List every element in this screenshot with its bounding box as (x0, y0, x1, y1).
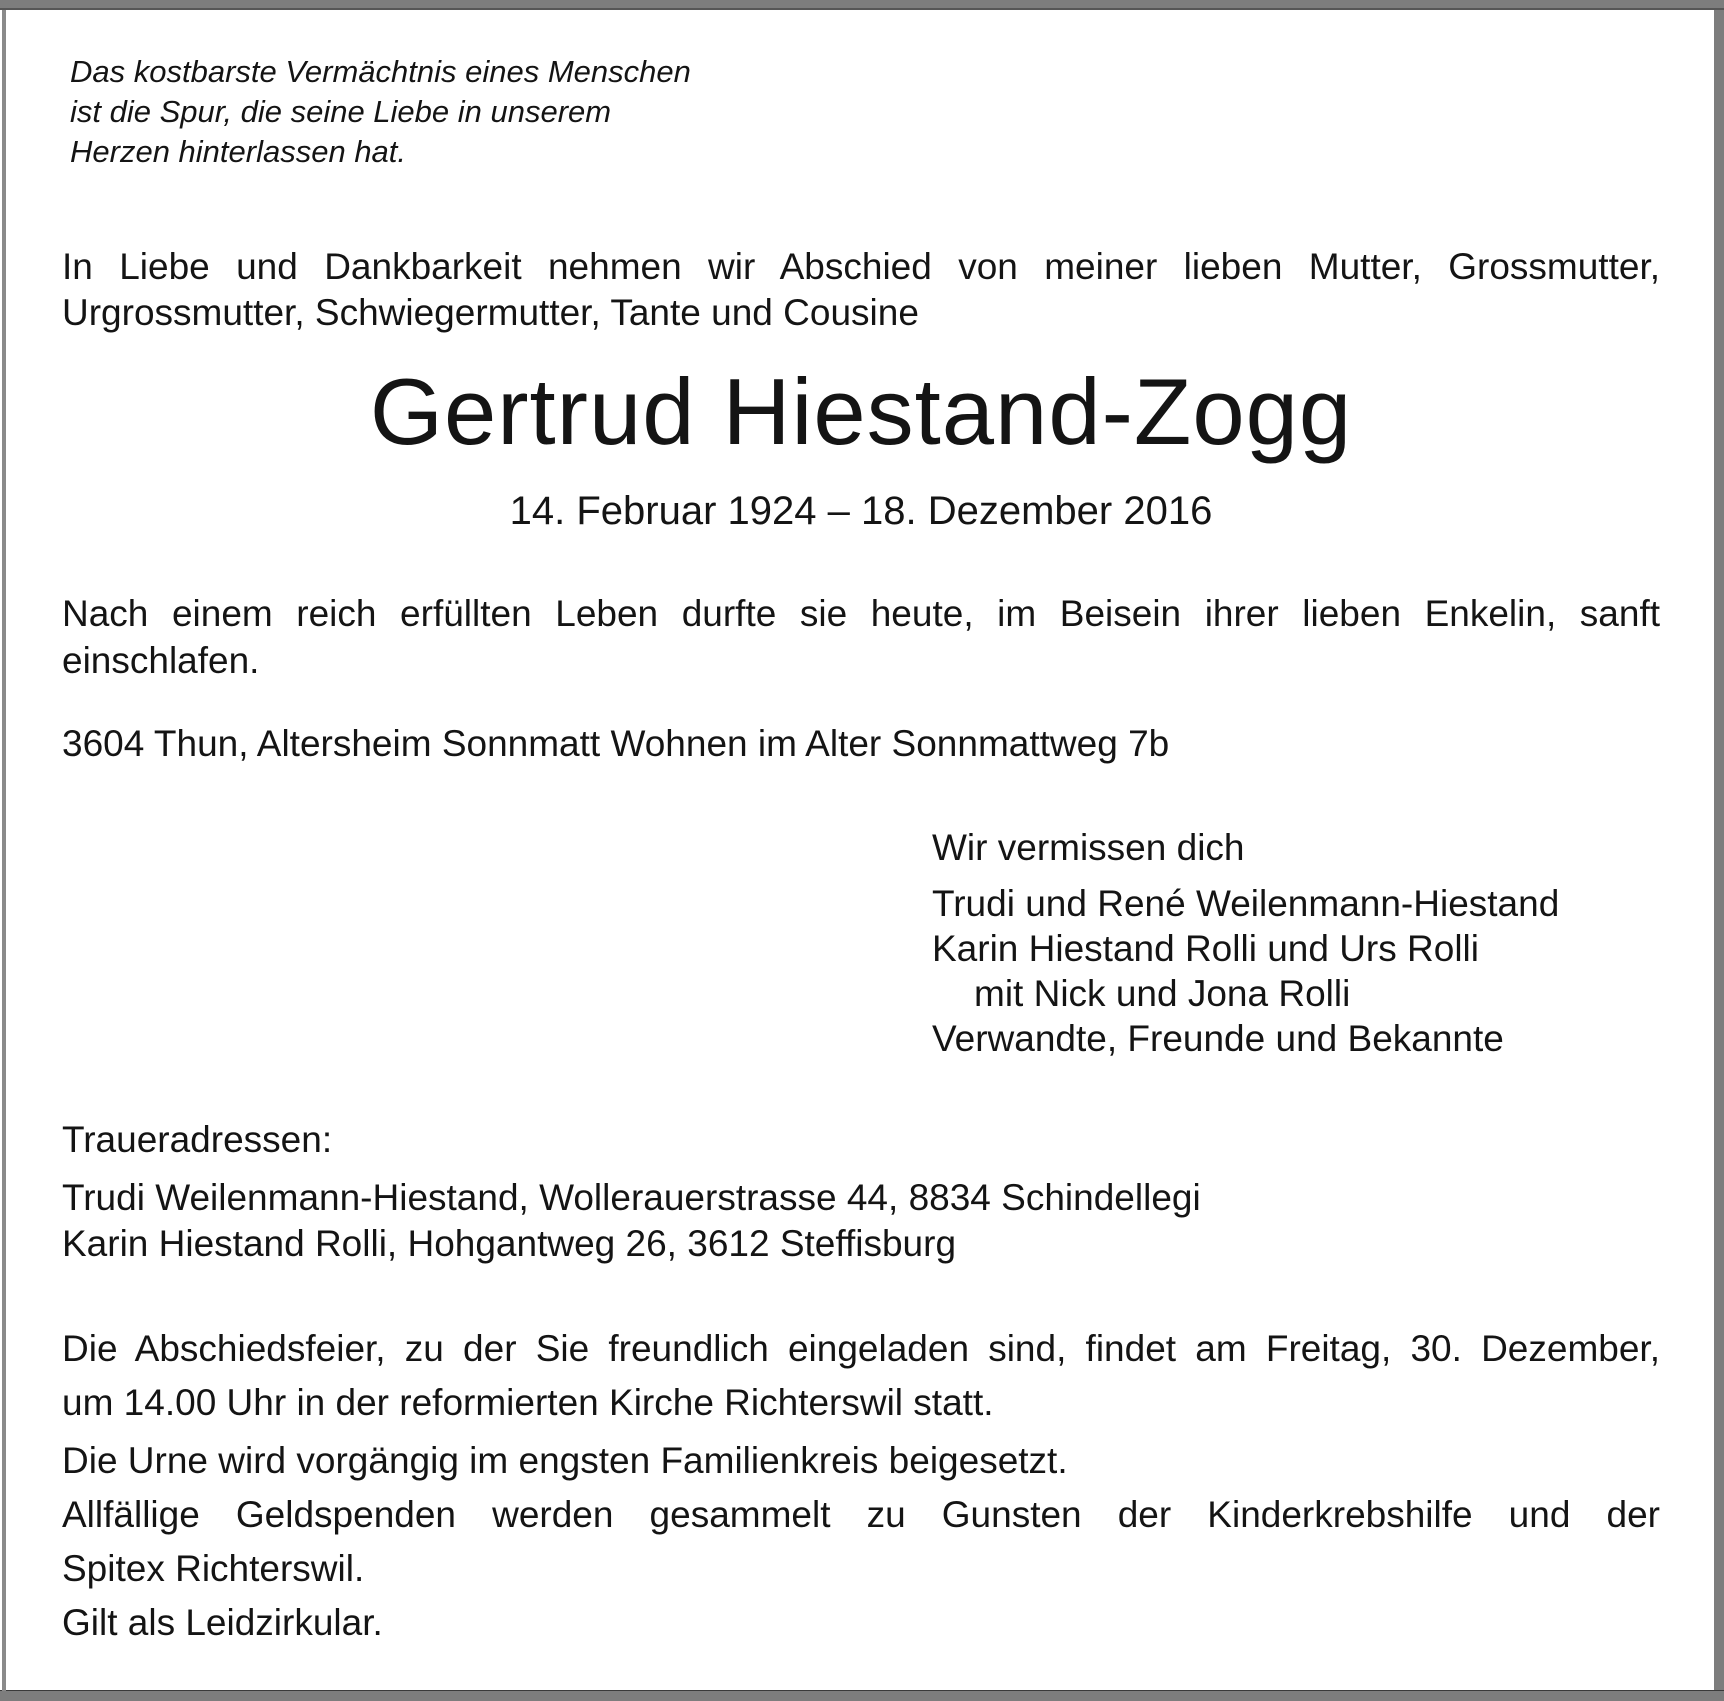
epigraph-line-1: Das kostbarste Vermächtnis eines Menschen (70, 54, 691, 89)
farewell-heading: Wir vermissen dich (932, 827, 1245, 868)
epigraph (70, 52, 1660, 172)
life-dates: 14. Februar 1924 – 18. Dezember 2016 (509, 489, 1213, 533)
service-paragraph (62, 1322, 1660, 1430)
leidzirkular-line: Gilt als Leidzirkular. (62, 1602, 383, 1643)
mourner-line-2: Karin Hiestand Rolli und Urs Rolli (932, 928, 1479, 969)
notice-content (62, 52, 1660, 1650)
intro-line-2: Urgrossmutter, Schwiegermutter, Tante und Cousine (62, 292, 919, 333)
intro-paragraph (62, 244, 1660, 336)
epigraph-line-2: ist die Spur, die seine Liebe in unserem (70, 94, 612, 129)
right-border-band (1714, 0, 1724, 1701)
mourner-line-3: mit Nick und Jona Rolli (974, 973, 1351, 1014)
intro-line-1: In Liebe und Dankbarkeit nehmen wir Abschied von meiner lieben Mutter, Grossmutter, (62, 246, 1660, 287)
urn-line: Die Urne wird vorgängig im engsten Familienkreis beigesetzt. (62, 1440, 1068, 1481)
passing-line-2: einschlafen. (62, 640, 260, 681)
mourner-line-1: Trudi und René Weilenmann-Hiestand (932, 883, 1560, 924)
mourning-addresses-label: Traueradressen: (62, 1119, 333, 1160)
epigraph-line-3: Herzen hinterlassen hat. (70, 134, 407, 169)
deceased-name: Gertrud Hiestand-Zogg (369, 359, 1353, 464)
mourners-list (932, 881, 1660, 1061)
donations-paragraph (62, 1488, 1660, 1596)
mourning-address-1: Trudi Weilenmann-Hiestand, Wollerauerstrasse 44, 8834 Schindellegi (62, 1177, 1201, 1218)
bottom-border-band (0, 1690, 1724, 1701)
service-line-2: um 14.00 Uhr in der reformierten Kirche Richterswil statt. (62, 1382, 994, 1423)
mourning-addresses (62, 1175, 1660, 1267)
left-page-edge-line (2, 10, 6, 1691)
passing-paragraph (62, 590, 1660, 684)
donations-line-1: Allfällige Geldspenden werden gesammelt zu Gunsten der Kinderkrebshilfe und der (62, 1494, 1660, 1535)
mourner-line-4: Verwandte, Freunde und Bekannte (932, 1018, 1504, 1059)
top-border-band (0, 0, 1724, 10)
mourning-address-2: Karin Hiestand Rolli, Hohgantweg 26, 3612 Steffisburg (62, 1223, 957, 1264)
residence-line: 3604 Thun, Altersheim Sonnmatt Wohnen im Alter Sonnmattweg 7b (62, 723, 1170, 764)
passing-line-1: Nach einem reich erfüllten Leben durfte sie heute, im Beisein ihrer lieben Enkelin, sanft (62, 593, 1660, 634)
donations-line-2: Spitex Richterswil. (62, 1548, 365, 1589)
service-line-1: Die Abschiedsfeier, zu der Sie freundlich eingeladen sind, findet am Freitag, 30. Dezember, (62, 1328, 1660, 1369)
